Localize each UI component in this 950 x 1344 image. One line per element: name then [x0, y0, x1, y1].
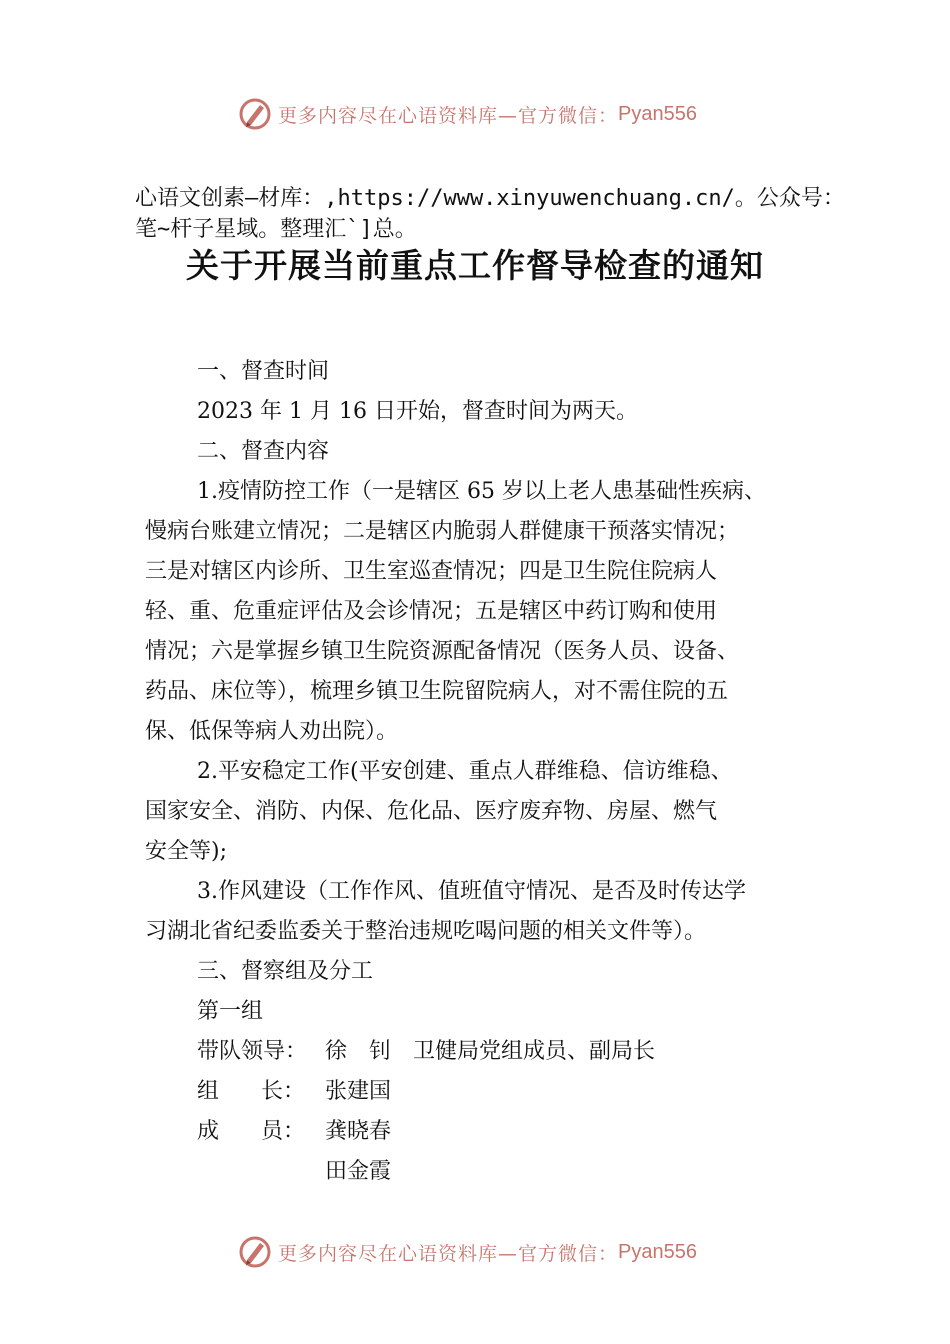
group-head-value: 张建国 — [325, 1079, 392, 1104]
paragraph-line: 习湖北省纪委监委关于整治违规吃喝问题的相关文件等）。 — [145, 919, 707, 944]
document-body — [145, 352, 845, 1192]
source-note: 心语文创素—材库：,https://www.xinyuwenchuang.cn/。公众号：笔~杆子星域。整理汇`]总。 — [135, 186, 845, 242]
watermark-header — [238, 94, 697, 134]
paragraph-line: 轻、重、危重症评估及会诊情况；五是辖区中药订购和使用 — [145, 599, 718, 624]
pen-logo-icon — [238, 1235, 272, 1269]
group-head-row — [145, 1072, 845, 1112]
member-row — [145, 1152, 845, 1192]
document-title: 关于开展当前重点工作督导检查的通知 — [186, 246, 764, 285]
section-heading: 二、督查内容 — [197, 439, 330, 464]
paragraph-line: 国家安全、消防、内保、危化品、医疗废弃物、房屋、燃气 — [145, 799, 718, 824]
paragraph-line: 保、低保等病人劝出院）。 — [145, 719, 399, 744]
watermark-brand: Pyan556 — [618, 102, 697, 125]
group-head-label: 组 长： — [197, 1079, 305, 1104]
paragraph-line: 3.作风建设（工作作风、值班值守情况、是否及时传达学 — [197, 879, 746, 904]
paragraph: 2023 年 1 月 16 日开始，督查时间为两天。 — [197, 399, 638, 424]
member-name: 龚晓春 — [325, 1119, 392, 1144]
section-heading: 一、督查时间 — [197, 359, 330, 384]
member-label: 成 员： — [197, 1119, 305, 1144]
member-row — [145, 1112, 845, 1152]
leader-row — [145, 1032, 845, 1072]
paragraph-line: 情况；六是掌握乡镇卫生院资源配备情况（医务人员、设备、 — [145, 639, 740, 664]
leader-label: 带队领导： — [197, 1039, 308, 1064]
paragraph-line: 药品、床位等），梳理乡镇卫生院留院病人，对不需住院的五 — [145, 679, 729, 704]
paragraph-line: 1.疫情防控工作（一是辖区 65 岁以上老人患基础性疾病、 — [197, 479, 766, 504]
paragraph-line: 安全等); — [145, 839, 227, 864]
paragraph-line: 三是对辖区内诊所、卫生室巡查情况；四是卫生院住院病人 — [145, 559, 718, 584]
pen-logo-icon — [238, 97, 272, 131]
watermark-brand: Pyan556 — [618, 1240, 697, 1263]
leader-value: 徐 钊 卫健局党组成员、副局长 — [325, 1039, 656, 1064]
paragraph-line: 慢病台账建立情况；二是辖区内脆弱人群健康干预落实情况； — [145, 519, 740, 544]
group-name: 第一组 — [197, 999, 264, 1024]
watermark-text: 更多内容尽在心语资料库—官方微信： — [278, 1242, 619, 1265]
watermark-text: 更多内容尽在心语资料库—官方微信： — [278, 104, 619, 127]
watermark-footer — [238, 1232, 697, 1272]
section-heading: 三、督察组及分工 — [197, 959, 374, 984]
member-name: 田金霞 — [325, 1159, 392, 1184]
paragraph-line: 2.平安稳定工作(平安创建、重点人群维稳、信访维稳、 — [197, 759, 733, 784]
